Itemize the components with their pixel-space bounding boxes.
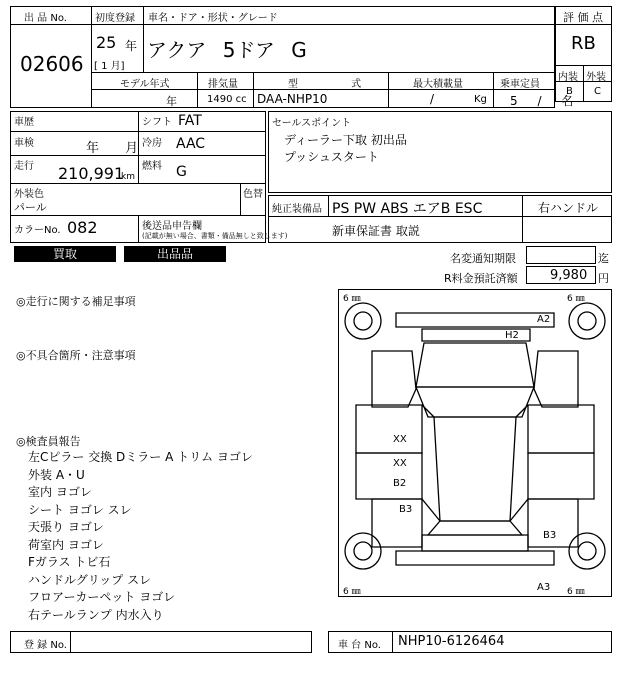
tire-front-left <box>345 303 381 339</box>
sales-point-line2: プッシュスタート <box>284 150 379 164</box>
first-reg-year: 25 <box>96 33 117 52</box>
inspector-remark-item: 荷室内 ヨゴレ <box>28 537 104 552</box>
ac-label: 冷房 <box>142 138 162 149</box>
rear-window <box>428 521 522 535</box>
name-change-box <box>526 246 596 264</box>
mark-b2: B2 <box>393 478 407 489</box>
tire-rear-left <box>345 533 381 569</box>
defects-title: ◎不具合箇所・注意事項 <box>16 349 136 362</box>
car-name-label: 車名・ドア・形状・グレード <box>148 13 278 24</box>
mark-b3-left: B3 <box>399 504 413 515</box>
damage-diagram <box>338 289 612 597</box>
tire-depth-fl: 6 ㎜ <box>343 294 361 304</box>
model-year-unit: 年 <box>166 95 177 108</box>
mark-b3-right: B3 <box>543 530 557 541</box>
max-load-label: 最大積載量 <box>413 79 463 90</box>
ac-value: AAC <box>176 136 206 152</box>
recycle-label: R料金預託済額 <box>444 272 518 285</box>
shift-label: シフト <box>142 117 172 128</box>
tire-depth-fr: 6 ㎜ <box>567 294 585 304</box>
right-front-door <box>528 405 594 453</box>
mark-xx-front: XX <box>393 434 407 445</box>
steering-value: 右ハンドル <box>538 201 599 215</box>
repaint-label: 色替 <box>243 189 263 200</box>
windshield <box>416 387 534 417</box>
max-load-value: / <box>430 92 435 106</box>
tire-depth-rr: 6 ㎜ <box>567 587 585 597</box>
lot-number: 02606 <box>20 52 84 76</box>
lot-number-label: 出 品 No. <box>24 13 67 24</box>
mark-h2: H2 <box>505 330 519 341</box>
right-rear-door <box>528 453 594 499</box>
max-load-unit: Kg <box>474 94 487 105</box>
displacement-label: 排気量 <box>208 79 238 90</box>
roof <box>434 417 516 521</box>
left-rear-door <box>356 453 422 499</box>
type-label: 型 式 <box>288 79 362 90</box>
inspector-remark-item: 右テールランプ 内水入り <box>28 607 164 622</box>
exterior-grade-value: C <box>594 86 601 97</box>
left-front-door <box>356 405 422 453</box>
mileage-label: 走行 <box>14 161 34 172</box>
buy-bar: 買取 <box>14 246 116 262</box>
capacity-value: 5 / 名 <box>510 94 574 108</box>
sales-point-line1: ディーラー下取 初出品 <box>284 133 407 147</box>
chassis-value: NHP10-6126464 <box>398 634 505 649</box>
type-value: DAA-NHP10 <box>257 92 328 106</box>
inspector-remark-item: ハンドルグリップ スレ <box>28 572 152 587</box>
rear-hatch <box>422 535 528 551</box>
inspection-value: 年 月 <box>86 141 139 156</box>
name-change-unit: 迄 <box>598 252 609 265</box>
inspector-remark-item: 左Cピラー 交換 Dミラー A トリム ヨゴレ <box>28 450 253 464</box>
warranty-value: 新車保証書 取説 <box>332 224 420 238</box>
tire-front-right <box>569 303 605 339</box>
left-front-fender <box>372 351 416 407</box>
color-no-label: カラーNo. <box>14 225 61 236</box>
mark-a2: A2 <box>537 314 551 325</box>
tire-rear-right <box>569 533 605 569</box>
recycle-unit: 円 <box>598 272 609 285</box>
inspector-remark-item: 室内 ヨゴレ <box>28 485 92 499</box>
year-unit: 年 <box>125 39 138 53</box>
right-front-fender <box>534 351 578 407</box>
fuel-label: 燃料 <box>142 161 162 172</box>
car-name: アクア 5ドア G <box>147 38 307 62</box>
shift-value: FAT <box>178 113 202 129</box>
inspector-title: ◎検査員報告 <box>16 435 81 448</box>
mark-xx-rear: XX <box>393 458 407 469</box>
genuine-value: PS PW ABS エアB ESC <box>332 201 483 217</box>
genuine-label: 純正装備品 <box>272 204 322 215</box>
inspection-label: 車検 <box>14 138 34 149</box>
reg-no-label: 登 録 No. <box>24 640 67 651</box>
left-rear-quarter <box>372 499 422 547</box>
grade-value: RB <box>571 33 596 54</box>
color-no-value: 082 <box>67 218 98 237</box>
inspector-remark-item: 天張り ヨゴレ <box>28 520 104 534</box>
sales-point-label: セールスポイント <box>272 118 352 129</box>
grade-label: 評 価 点 <box>563 11 603 24</box>
front-bumper <box>396 313 554 327</box>
interior-grade-value: B <box>566 86 573 97</box>
chassis-label: 車 台 No. <box>338 640 381 651</box>
aftermarket-note: (記載が無い場合、書類・備品無しと致します) <box>142 232 288 240</box>
mark-a3: A3 <box>537 582 551 593</box>
hood <box>416 343 534 387</box>
inspector-remark-item: 外装 A・U <box>28 467 85 482</box>
exterior-color-label: 外装色 <box>14 189 44 200</box>
history-label: 車歴 <box>14 117 34 128</box>
mileage-value: 210,991 <box>58 164 125 183</box>
first-reg-month: [ 1 月] <box>94 61 125 72</box>
inspector-remark-item: シート ヨゴレ スレ <box>28 502 132 517</box>
first-reg-label: 初度登録 <box>95 13 135 24</box>
exterior-color-value: パール <box>14 201 47 214</box>
recycle-value: 9,980 <box>550 268 588 283</box>
driving-remarks-title: ◎走行に関する補足事項 <box>16 295 136 308</box>
name-change-label: 名変通知期限 <box>450 252 516 265</box>
fuel-value: G <box>176 164 187 180</box>
mileage-unit: km <box>121 172 135 182</box>
model-year-label: モデル年式 <box>120 79 170 90</box>
inspector-remark-item: Fガラス トビ石 <box>28 555 111 569</box>
exterior-grade-label: 外装 <box>586 72 606 83</box>
capacity-label: 乗車定員 <box>500 79 540 90</box>
listing-bar: 出品品 <box>124 246 226 262</box>
aftermarket-label: 後送品申告欄 <box>142 221 202 232</box>
tire-depth-rl: 6 ㎜ <box>343 587 361 597</box>
displacement-value: 1490 cc <box>207 94 247 105</box>
interior-grade-label: 内装 <box>558 72 578 83</box>
rear-bumper <box>396 551 554 565</box>
inspector-remark-item: フロアーカーペット ヨゴレ <box>28 590 176 604</box>
